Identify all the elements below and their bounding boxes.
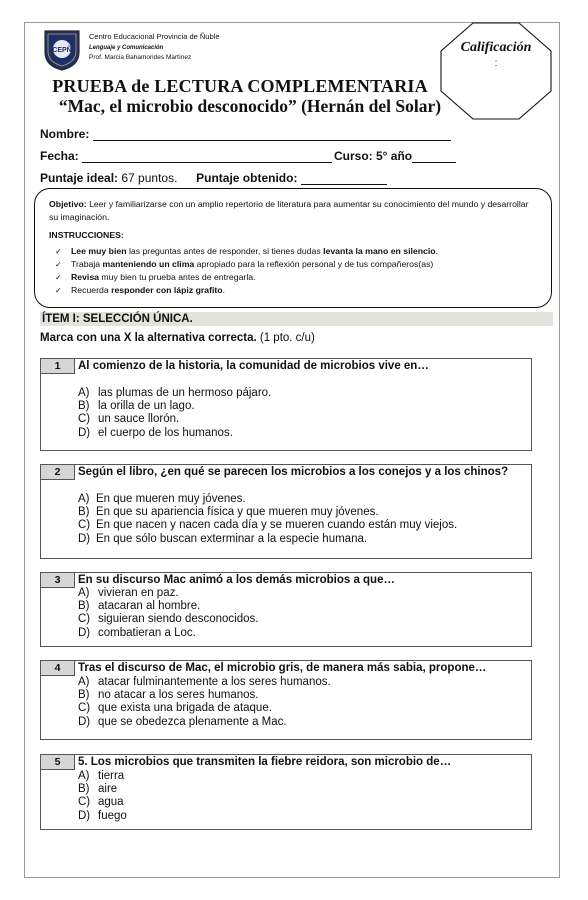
- course-line[interactable]: [412, 152, 456, 163]
- option-b[interactable]: B) atacaran al hombre.: [78, 600, 201, 612]
- option-a[interactable]: A) En que mueren muy jóvenes.: [78, 493, 246, 505]
- question-text: En su discurso Mac animó a los demás microbios a que…: [78, 574, 395, 586]
- section-instruction: [40, 332, 315, 344]
- option-c[interactable]: C) siguieran siendo desconocidos.: [78, 613, 259, 625]
- option-d[interactable]: D) el cuerpo de los humanos.: [78, 427, 233, 439]
- option-d[interactable]: D) En que sólo buscan exterminar a la especie humana.: [78, 533, 368, 545]
- option-d[interactable]: D) fuego: [78, 810, 127, 822]
- grade-box-title: Calificación: [460, 40, 532, 55]
- objective-box: [34, 188, 552, 308]
- question-text: Tras el discurso de Mac, el microbio gris, de manera más sabia, propone…: [78, 662, 487, 674]
- logo-letters: CEPÑ: [52, 47, 72, 54]
- school-logo: [42, 28, 82, 72]
- score-row: [40, 171, 387, 185]
- name-label: Nombre:: [40, 127, 90, 141]
- check-icon: ✓: [55, 247, 62, 256]
- school-name: Centro Educacional Provincia de Ñuble: [89, 32, 220, 41]
- question-number: 4: [41, 661, 75, 676]
- option-b[interactable]: B) no atacar a los seres humanos.: [78, 689, 259, 701]
- question-3: [40, 572, 532, 647]
- question-2: [40, 464, 532, 559]
- check-icon: ✓: [55, 273, 62, 282]
- check-icon: ✓: [55, 260, 62, 269]
- school-info: [89, 32, 220, 64]
- option-b[interactable]: B) la orilla de un lago.: [78, 400, 195, 412]
- option-c[interactable]: C) un sauce llorón.: [78, 413, 180, 425]
- check-icon: ✓: [55, 286, 62, 295]
- ideal-score-label: Puntaje ideal:: [40, 171, 119, 185]
- name-field[interactable]: [40, 127, 451, 141]
- option-d[interactable]: D) combatieran a Loc.: [78, 627, 196, 639]
- test-title: PRUEBA de LECTURA COMPLEMENTARIA: [52, 76, 428, 96]
- question-number: 3: [41, 573, 75, 588]
- objective-body: Leer y familiarizarse con un amplio repertorio de literatura para aumentar su conocimiento del mundo y desarrollar su imaginación.: [49, 199, 529, 222]
- grade-box-colon: :: [494, 58, 498, 69]
- question-text: 5. Los microbios que transmiten la fiebre reidora, son microbio de…: [78, 756, 452, 768]
- question-5: [40, 754, 532, 830]
- obtained-score-label: Puntaje obtenido:: [196, 171, 298, 185]
- ideal-score-value: 67 puntos.: [121, 171, 178, 185]
- instruction-item: ✓ Lee muy bien las preguntas antes de responder, si tienes dudas levanta la mano en silencio.: [55, 246, 439, 256]
- question-number: 2: [41, 465, 75, 480]
- date-line[interactable]: [82, 152, 332, 163]
- subject-name: Lenguaje y Comunicación: [89, 44, 164, 51]
- option-a[interactable]: A) atacar fulminantemente a los seres humanos.: [78, 676, 331, 688]
- instructions-title: INSTRUCCIONES:: [49, 230, 124, 240]
- instructions-list: [49, 245, 551, 297]
- section-instruction-points: (1 pto. c/u): [256, 332, 315, 344]
- question-number: 1: [41, 359, 75, 374]
- obtained-score-line[interactable]: [301, 174, 387, 185]
- question-text: Al comienzo de la historia, la comunidad de microbios vive en…: [78, 360, 429, 372]
- option-c[interactable]: C) agua: [78, 796, 124, 808]
- question-text: Según el libro, ¿en qué se parecen los microbios a los conejos y a los chinos?: [78, 466, 509, 478]
- date-field[interactable]: [40, 149, 332, 163]
- option-a[interactable]: A) las plumas de un hermoso pájaro.: [78, 387, 272, 399]
- section-instruction-bold: Marca con una X la alternativa correcta.: [40, 332, 257, 344]
- question-1: [40, 358, 532, 451]
- instruction-item: ✓ Trabaja manteniendo un clima apropiado para la reflexión personal y de tus compañeros(as): [55, 259, 434, 269]
- option-a[interactable]: A) tierra: [78, 770, 125, 782]
- question-number: 5: [41, 755, 75, 770]
- section-title: ÍTEM I: SELECCIÓN ÚNICA.: [40, 312, 553, 326]
- course-label: Curso: 5° año: [334, 149, 413, 163]
- course-field[interactable]: [334, 149, 456, 163]
- teacher-name: Prof. Marcia Bahamondes Martínez: [89, 54, 192, 61]
- objective-label: Objetivo:: [49, 199, 87, 209]
- option-c[interactable]: C) En que nacen y nacen cada día y se mueren cuando están muy viejos.: [78, 519, 458, 531]
- option-d[interactable]: D) que se obedezca plenamente a Mac.: [78, 716, 287, 728]
- option-c[interactable]: C) que exista una brigada de ataque.: [78, 702, 272, 714]
- instruction-item: ✓ Recuerda responder con lápiz grafito.: [55, 285, 226, 295]
- objective-text: [49, 198, 551, 224]
- instruction-item: ✓ Revisa muy bien tu prueba antes de entregarla.: [55, 272, 256, 282]
- option-a[interactable]: A) vivieran en paz.: [78, 587, 179, 599]
- question-4: [40, 660, 532, 740]
- book-title: “Mac, el microbio desconocido” (Hernán del Solar): [58, 96, 442, 116]
- name-line[interactable]: [93, 130, 451, 141]
- option-b[interactable]: B) En que su apariencia física y que mueren muy jóvenes.: [78, 506, 379, 518]
- date-label: Fecha:: [40, 149, 79, 163]
- option-b[interactable]: B) aire: [78, 783, 118, 795]
